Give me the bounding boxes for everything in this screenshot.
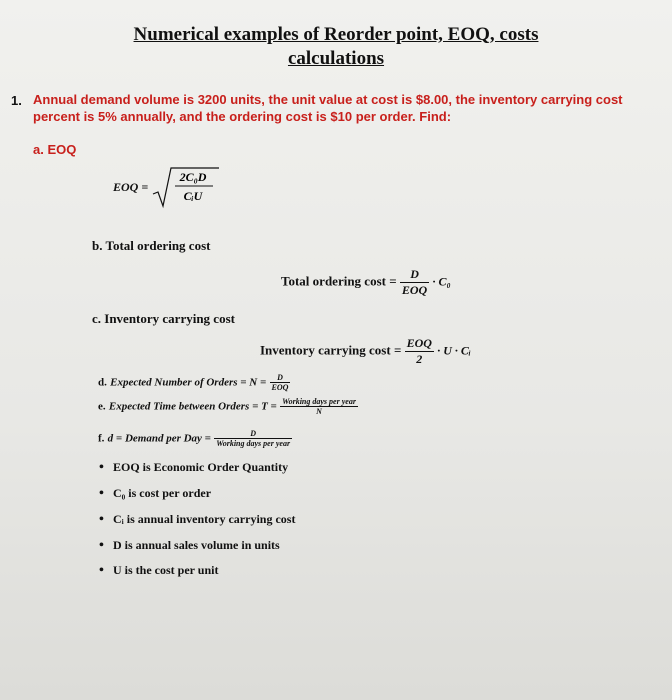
- bullet-item: • C₀ is cost per order: [99, 486, 212, 501]
- item-f-letter: f.: [98, 432, 105, 445]
- fraction-numerator: D: [400, 267, 429, 283]
- eoq-lhs: EOQ =: [113, 179, 149, 194]
- total-ordering-cost-formula: [281, 267, 451, 298]
- expected-orders-fraction: [270, 373, 291, 392]
- bullet-item: • Cᵢ is annual inventory carrying cost: [99, 512, 296, 527]
- page-title-line1: Numerical examples of Reorder point, EOQ, costs: [133, 24, 539, 45]
- eoq-numerator: 2C₀D: [180, 170, 207, 184]
- total-ordering-rhs: · C₀: [432, 274, 451, 289]
- square-root-symbol: [151, 166, 221, 210]
- bullet-item: • EOQ is Economic Order Quantity: [99, 460, 289, 475]
- fraction-numerator: Working days per year: [282, 397, 356, 406]
- bullet-icon: •: [99, 460, 104, 475]
- bullet-icon: •: [99, 538, 104, 553]
- eoq-denominator: CᵢU: [184, 189, 203, 203]
- demand-per-day-lhs: d = Demand per Day =: [107, 432, 211, 445]
- bullet-item: • D is annual sales volume in units: [99, 538, 280, 553]
- fraction-numerator: D: [214, 429, 292, 439]
- problem-statement: Annual demand volume is 3200 units, the unit value at cost is $8.00, the inventory carrying cost percent is 5% annually, and the ordering cost is $10 per order. Find:: [33, 92, 623, 124]
- inventory-carrying-lhs: Inventory carrying cost =: [260, 342, 402, 358]
- item-e-letter: e.: [98, 400, 106, 413]
- fraction-denominator: EOQ: [401, 283, 428, 297]
- page-title-line2: calculations: [287, 48, 385, 69]
- total-ordering-lhs: Total ordering cost =: [281, 273, 397, 289]
- fraction-denominator: EOQ: [271, 383, 289, 392]
- bullet-icon: •: [99, 486, 104, 501]
- bullet-icon: •: [99, 563, 104, 578]
- fraction-numerator: D: [270, 373, 291, 383]
- eoq-formula: [113, 166, 221, 210]
- problem-number: 1.: [11, 93, 22, 108]
- expected-orders-lhs: Expected Number of Orders = N =: [110, 376, 267, 389]
- fraction-denominator: Working days per year: [216, 439, 291, 448]
- inventory-carrying-fraction: [405, 336, 434, 367]
- bullet-icon: •: [99, 512, 104, 527]
- inventory-carrying-cost-formula: [260, 336, 471, 367]
- item-b-label: b. Total ordering cost: [92, 238, 211, 253]
- bullet-item: • U is the cost per unit: [99, 563, 219, 578]
- total-ordering-fraction: [400, 267, 429, 298]
- fraction-numerator: EOQ: [406, 336, 432, 350]
- item-a-label: a. EOQ: [33, 142, 77, 157]
- expected-time-fraction: [280, 397, 358, 416]
- demand-per-day-fraction: [214, 429, 292, 448]
- expected-time-lhs: Expected Time between Orders = T =: [108, 400, 277, 413]
- item-c-label: c. Inventory carrying cost: [92, 311, 235, 326]
- expected-orders-formula: [98, 373, 290, 392]
- item-d-letter: d.: [98, 376, 107, 389]
- demand-per-day-formula: [98, 429, 292, 448]
- fraction-denominator: N: [316, 407, 322, 416]
- fraction-denominator: 2: [416, 352, 423, 366]
- expected-time-formula: [98, 397, 358, 416]
- inventory-carrying-rhs: · U · Cᵢ: [437, 343, 471, 358]
